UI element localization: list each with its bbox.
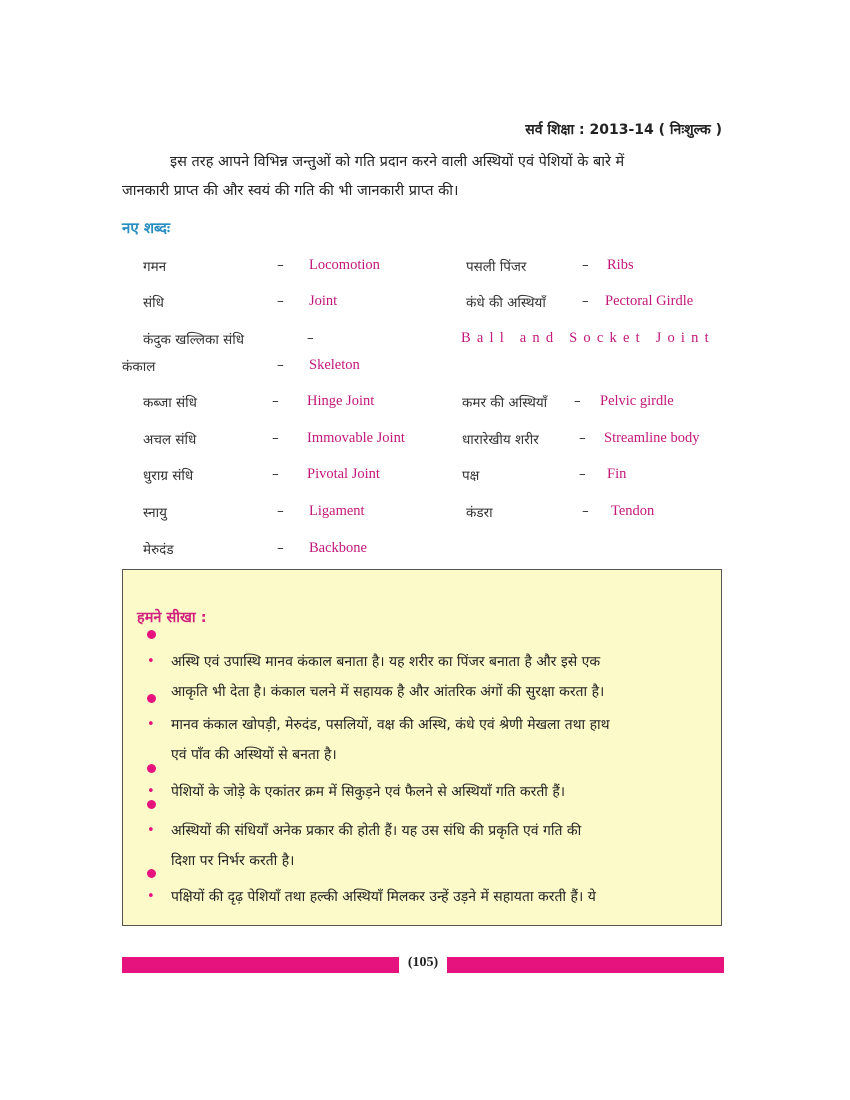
learned-heading: हमने सीखा : [137, 610, 207, 626]
vocab-english: Ligament [309, 503, 365, 519]
vocab-term: कंडरा [466, 505, 493, 521]
vocab-dash: – [574, 393, 581, 409]
vocab-term: संधि [143, 295, 164, 311]
vocab-dash: – [272, 430, 279, 446]
intro-line-1: इस तरह आपने विभिन्न जन्तुओं को गति प्रदान करने वाली अस्थियों एवं पेशियों के बारे में [170, 154, 625, 170]
bullet-icon: • [147, 654, 155, 669]
bullet-marker-icon [147, 630, 156, 639]
vocab-english: Streamline body [604, 430, 700, 446]
learned-item [147, 816, 717, 876]
vocab-term: पसली पिंजर [466, 259, 527, 275]
vocab-dash: – [277, 503, 284, 519]
vocab-dash: – [582, 503, 589, 519]
vocab-english: Skeleton [309, 357, 360, 373]
learned-item-line: आकृति भी देता है। कंकाल चलने में सहायक है और आंतरिक अंगों की सुरक्षा करता है। [171, 684, 605, 700]
learned-item-line: अस्थि एवं उपास्थि मानव कंकाल बनाता है। यह शरीर का पिंजर बनाता है और इसे एक [171, 654, 601, 670]
vocab-dash: – [272, 466, 279, 482]
vocab-english: Fin [607, 466, 627, 482]
vocab-dash: – [579, 430, 586, 446]
learned-item [147, 710, 717, 770]
vocab-english: Immovable Joint [307, 430, 405, 446]
vocab-english: Locomotion [309, 257, 380, 273]
learned-item-line: मानव कंकाल खोपड़ी, मेरुदंड, पसलियों, वक्ष की अस्थि, कंधे एवं श्रेणी मेखला तथा हाथ [171, 717, 610, 733]
bullet-icon: • [147, 889, 155, 904]
vocab-term: अचल संधि [143, 432, 197, 448]
vocab-english: Pelvic girdle [600, 393, 674, 409]
vocab-dash: – [579, 466, 586, 482]
learned-item-line: पक्षियों की दृढ़ पेशियाँ तथा हल्की अस्थियाँ मिलकर उन्हें उड़ने में सहायता करती हैं। ये [171, 889, 596, 905]
vocab-dash: – [277, 257, 284, 273]
vocab-term: कब्जा संधि [143, 395, 197, 411]
vocab-english: Joint [309, 293, 338, 309]
vocab-english: Ribs [607, 257, 634, 273]
footer-bar-left [122, 957, 399, 973]
learned-item [147, 777, 717, 807]
vocab-english: Backbone [309, 540, 367, 556]
vocab-term: मेरुदंड [143, 542, 174, 558]
vocab-term: कंधे की अस्थियाँ [466, 295, 546, 311]
vocab-english: Tendon [611, 503, 655, 519]
page-number: (105) [407, 955, 439, 970]
vocab-term: धारारेखीय शरीर [462, 432, 539, 448]
vocab-dash: – [582, 257, 589, 273]
page-header: सर्व शिक्षा : 2013-14 ( निःशुल्क ) [525, 122, 722, 138]
vocab-term: कंकाल [122, 359, 156, 375]
bullet-icon: • [147, 823, 155, 838]
vocab-term: पक्ष [462, 468, 480, 484]
learned-item [147, 882, 717, 912]
intro-line-2: जानकारी प्राप्त की और स्वयं की गति की भी जानकारी प्राप्त की। [122, 183, 459, 199]
vocab-term: स्नायु [143, 505, 167, 521]
vocab-english: Pivotal Joint [307, 466, 380, 482]
bullet-icon: • [147, 717, 155, 732]
learned-summary-box [122, 569, 722, 926]
vocab-term: कंदुक खल्लिका संधि [143, 332, 245, 348]
vocab-english: Ball and Socket Joint [461, 330, 715, 346]
learned-item [147, 647, 717, 707]
new-words-heading: नए शब्दः [122, 219, 171, 237]
vocab-dash: – [307, 330, 314, 346]
learned-item-line: पेशियों के जोड़े के एकांतर क्रम में सिकुड़ने एवं फैलने से अस्थियाँ गति करती हैं। [171, 784, 566, 800]
vocab-dash: – [272, 393, 279, 409]
footer-bar-right [447, 957, 724, 973]
vocab-dash: – [582, 293, 589, 309]
vocab-english: Hinge Joint [307, 393, 375, 409]
learned-item-line: दिशा पर निर्भर करती है। [171, 853, 295, 869]
vocab-dash: – [277, 293, 284, 309]
vocab-english: Pectoral Girdle [605, 293, 694, 309]
vocab-dash: – [277, 357, 284, 373]
learned-item-line: अस्थियों की संधियाँ अनेक प्रकार की होती हैं। यह उस संधि की प्रकृति एवं गति की [171, 823, 582, 839]
vocab-term: गमन [143, 259, 167, 275]
vocab-term: धुराग्र संधि [143, 468, 194, 484]
learned-item-line: एवं पाँव की अस्थियों से बनता है। [171, 747, 337, 763]
bullet-icon: • [147, 784, 155, 799]
vocab-term: कमर की अस्थियाँ [462, 395, 548, 411]
vocab-dash: – [277, 540, 284, 556]
